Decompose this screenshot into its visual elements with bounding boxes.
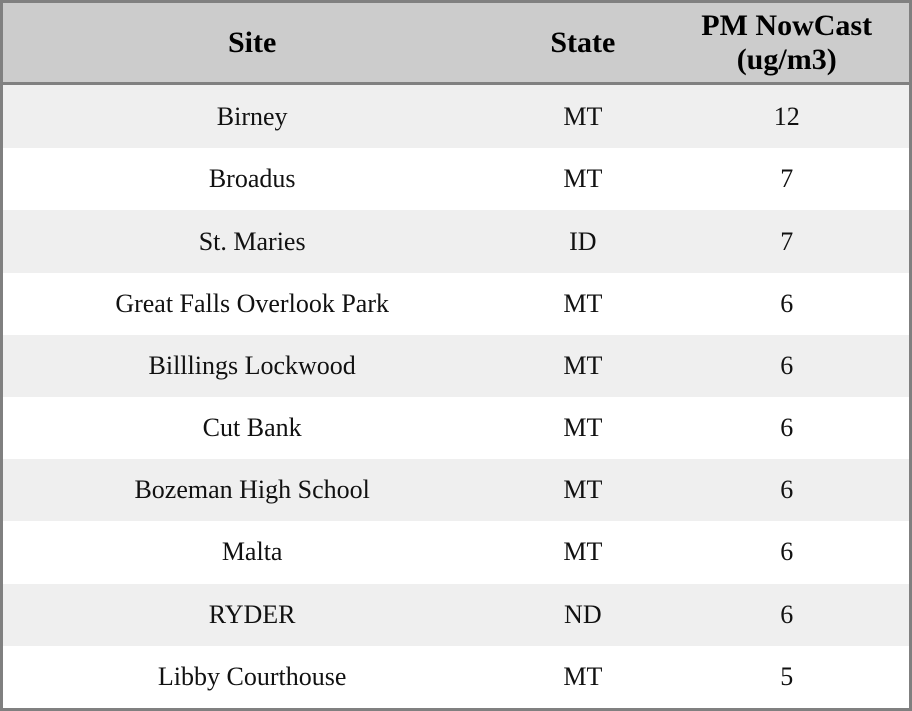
table-row [3, 521, 909, 583]
cell-site: Malta [3, 521, 501, 583]
cell-site: Cut Bank [3, 397, 501, 459]
table-row [3, 273, 909, 335]
cell-site: Libby Courthouse [3, 646, 501, 708]
table-body [3, 84, 909, 708]
cell-site: Broadus [3, 148, 501, 210]
column-header-site: Site [3, 3, 501, 84]
table-row [3, 335, 909, 397]
table-header [3, 3, 909, 84]
cell-state: MT [501, 335, 664, 397]
cell-value: 6 [664, 335, 909, 397]
cell-state: MT [501, 148, 664, 210]
table-row [3, 148, 909, 210]
cell-state: MT [501, 397, 664, 459]
cell-value: 7 [664, 210, 909, 272]
column-header-state: State [501, 3, 664, 84]
cell-value: 5 [664, 646, 909, 708]
cell-state: ND [501, 584, 664, 646]
table-row [3, 397, 909, 459]
cell-state: MT [501, 273, 664, 335]
table-row [3, 646, 909, 708]
cell-value: 7 [664, 148, 909, 210]
cell-site: Birney [3, 84, 501, 149]
column-header-pm-nowcast: PM NowCast (ug/m3) [664, 3, 909, 84]
table-row [3, 584, 909, 646]
cell-site: St. Maries [3, 210, 501, 272]
cell-site: Great Falls Overlook Park [3, 273, 501, 335]
cell-state: MT [501, 521, 664, 583]
air-quality-table [3, 3, 909, 708]
cell-site: Billlings Lockwood [3, 335, 501, 397]
cell-state: ID [501, 210, 664, 272]
table-row [3, 459, 909, 521]
cell-state: MT [501, 646, 664, 708]
cell-value: 12 [664, 84, 909, 149]
cell-site: RYDER [3, 584, 501, 646]
cell-state: MT [501, 84, 664, 149]
cell-value: 6 [664, 397, 909, 459]
cell-site: Bozeman High School [3, 459, 501, 521]
cell-value: 6 [664, 521, 909, 583]
cell-value: 6 [664, 459, 909, 521]
table-row [3, 84, 909, 149]
cell-value: 6 [664, 273, 909, 335]
table-row [3, 210, 909, 272]
cell-value: 6 [664, 584, 909, 646]
table-header-row [3, 3, 909, 84]
cell-state: MT [501, 459, 664, 521]
